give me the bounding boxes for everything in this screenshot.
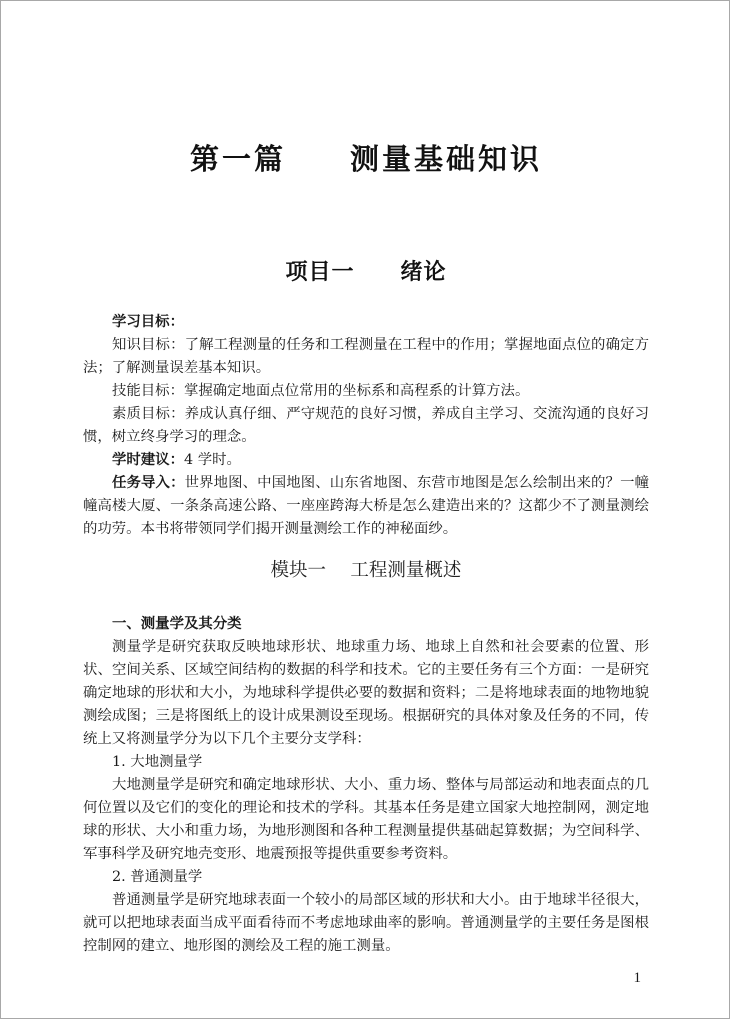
quality-goal: 素质目标：养成认真仔细、严守规范的良好习惯，养成自主学习、交流沟通的良好习惯，树立终身学习的理念。 [83,406,649,445]
knowledge-goal: 知识目标：了解工程测量的任务和工程测量在工程中的作用；掌握地面点位的确定方法；了解测量误差基本知识。 [83,337,649,376]
section-1-block [83,613,649,958]
learning-goals-block [83,311,649,541]
task-intro-label: 任务导入： [112,475,185,491]
page-number: 1 [633,970,641,986]
learning-goals-heading: 学习目标： [112,314,184,330]
section-1-heading: 一、测量学及其分类 [112,616,242,632]
module-title: 模块一 工程测量概述 [270,560,462,581]
skill-goal: 技能目标：掌握确定地面点位常用的坐标系和高程系的计算方法。 [112,383,530,399]
hours-label: 学时建议： [112,452,184,468]
task-intro [83,472,649,541]
part-title: 第一篇 测量基础知识 [189,142,542,176]
task-intro-text: 世界地图、中国地图、山东省地图、东营市地图是怎么绘制出来的？一幢幢高楼大厦、一条条高速公路、一座座跨海大桥是怎么建造出来的？这都少不了测量测绘的功劳。本书将带领同学们揭开测量测绘工作的神秘面纱。 [83,475,649,537]
hours-value: 4 学时。 [183,452,241,468]
subsection-surveying-title: 2. 普通测量学 [112,869,203,885]
project-title: 项目一 绪论 [285,260,447,285]
section-1-intro: 测量学是研究获取反映地球形状、地球重力场、地球上自然和社会要素的位置、形状、空间关系、区域空间结构的数据的科学和技术。它的主要任务有三个方面：一是研究确定地球的形状和大小，为地球科学提供必要的数据和资料；二是将地球表面的地物地貌测绘成图；三是将图纸上的设计成果测设至现场。根据研究的具体对象及任务的不同，传统上又将测量学分为以下几个主要分支学科： [83,639,649,747]
subsection-geodesy-title: 1. 大地测量学 [112,754,203,770]
subsection-geodesy-text: 大地测量学是研究和确定地球形状、大小、重力场、整体与局部运动和地表面点的几何位置以及它们的变化的理论和技术的学科。其基本任务是建立国家大地控制网，测定地球的形状、大小和重力场，为地形测图和各种工程测量提供基础起算数据；为空间科学、军事科学及研究地壳变形、地震预报等提供重要参考资料。 [83,777,649,862]
hours-suggestion [83,449,649,472]
subsection-surveying-text: 普通测量学是研究地球表面一个较小的局部区域的形状和大小。由于地球半径很大，就可以把地球表面当成平面看待而不考虑地球曲率的影响。普通测量学的主要任务是图根控制网的建立、地形图的测绘及工程的施工测量。 [83,892,649,954]
